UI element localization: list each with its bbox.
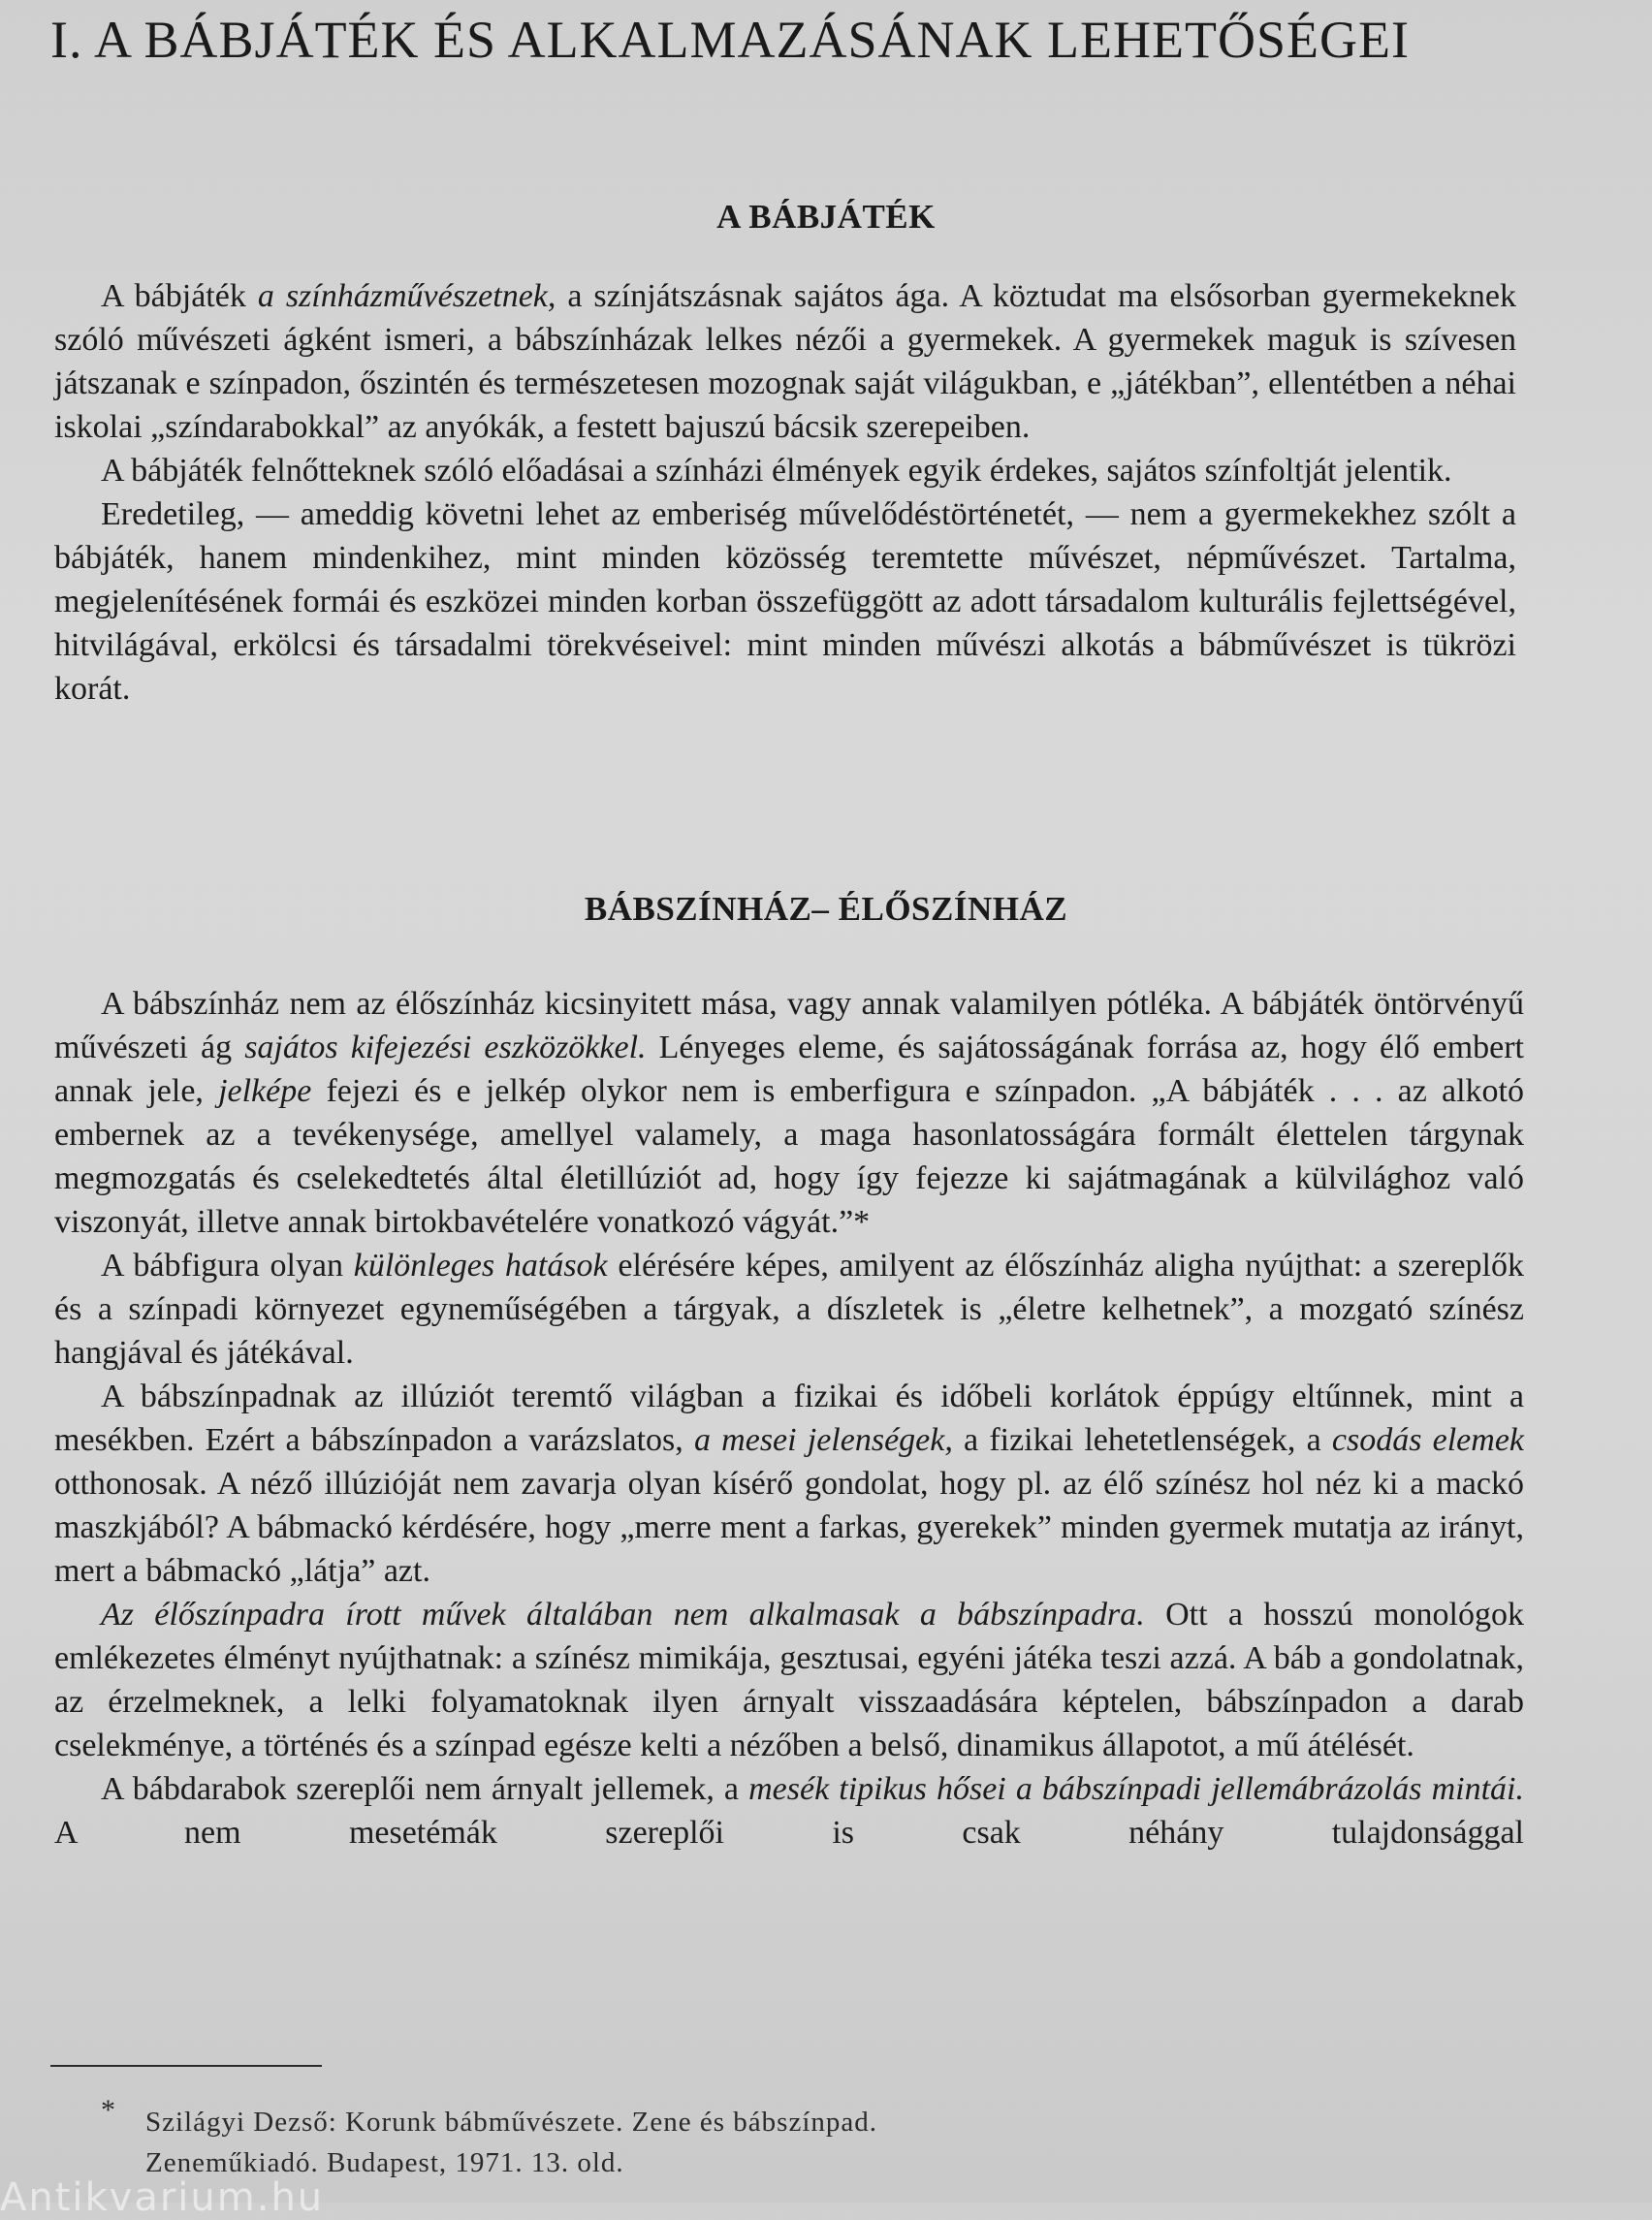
footnote-line: Szilágyi Dezső: Korunk bábművészete. Zene és bábszínpad. <box>145 2107 878 2138</box>
text-run: otthonosak. A néző illúzióját nem zavarja olyan kísérő gondolat, hogy pl. az élő színész hol néz ki a mackó maszkjából? A bábmackó kérdésére, hogy „merre ment a farkas, gyerekek” minden gyermek mutatja az irányt, mert a bábmackó „látja” azt. <box>54 1466 1524 1589</box>
italic-text: a színházművészetnek, <box>257 278 556 314</box>
watermark: Antikvarium.hu <box>0 2175 325 2220</box>
text-run: A bábdarabok szereplői nem árnyalt jellemek, a <box>101 1771 749 1807</box>
paragraph <box>54 449 1516 492</box>
section-heading-babszinhaz-eloszinhaz: BÁBSZÍNHÁZ– ÉLŐSZÍNHÁZ <box>584 890 1068 928</box>
text-run: A bábjáték <box>101 278 258 314</box>
text-run: Ott a hosszú monológok emlékezetes élményt nyújthatnak: a színész mimikája, gesztusai, egyéni játéka teszi azzá. A báb a gondolatnak, az érzelmeknek, a lelki folyamatoknak ilyen árnyalt visszaadására képtelen, bábszínpadon a darab cselekménye, a történés és a színpad egésze kelti a nézőben a belső, dinamikus állapotot, a mű átélését. <box>54 1597 1525 1763</box>
paragraph <box>54 982 1524 1244</box>
italic-text: különleges hatások <box>353 1248 608 1284</box>
text-run: A bábszínpadnak az illúziót teremtő világban a fizikai és időbeli korlátok éppúgy eltűnnek, mint a mesékben. Ezért a bábszínpadon a varázslatos, <box>54 1379 1524 1458</box>
section-body-babszinhaz-eloszinhaz <box>54 982 1524 1855</box>
chapter-title: I. A BÁBJÁTÉK ÉS ALKALMAZÁSÁNAK LEHETŐSÉGEI <box>50 11 1410 69</box>
italic-text: a mesei jelenségek, <box>693 1422 953 1458</box>
text-run: Lényeges eleme, és sajátosságának forrása az, hogy élő embert annak jele, <box>54 1030 1525 1109</box>
text-run: a fizikai lehetetlenségek, a <box>952 1422 1332 1458</box>
paragraph <box>54 1767 1524 1855</box>
text-run: a színjátszásnak sajátos ága. A köztudat ma elsősorban gyermekeknek szóló művészeti ágként ismeri, a bábszínházak lelkes nézői a gyermekek. A gyermekek maguk is szívesen játszanak e színpadon, őszintén és természetesen mozognak saját világukban, e „játékban”, ellentétben a néhai iskolai „színdarabokkal” az anyókák, a festett bajuszú bácsik szerepeiben. <box>54 278 1517 445</box>
italic-text: sajátos kifejezési eszközökkel. <box>244 1030 647 1065</box>
footnote-line: Zeneműkiadó. Budapest, 1971. 13. old. <box>145 2147 624 2178</box>
italic-text: jelképe <box>218 1073 312 1109</box>
paragraph <box>54 1375 1524 1593</box>
footnote <box>145 2102 1212 2183</box>
text-run: Eredetileg, — ameddig követni lehet az emberiség művelődéstörténetét, — nem a gyermekekhez szólt a bábjáték, hanem mindenkihez, mint minden közösség teremtette művészet, népművészet. Tartalma, megjelenítésének formái és eszközei minden korban összefüggött az adott társadalom kulturális fejlettségével, hitvilágával, erkölcsi és társadalmi törekvéseivel: mint minden művészi alkotás a bábművészet is tükrözi korát. <box>54 496 1516 707</box>
text-run: A bábjáték felnőtteknek szóló előadásai a színházi élmények egyik érdekes, sajátos színfoltját jelentik. <box>101 453 1452 489</box>
footnote-mark: * <box>101 2094 115 2126</box>
paragraph <box>54 1244 1524 1375</box>
italic-text: csodás elemek <box>1331 1422 1524 1458</box>
italic-text: mesék tipikus hősei a bábszínpadi jellemábrázolás mintái. <box>748 1771 1525 1807</box>
text-run: A bábfigura olyan <box>101 1248 354 1284</box>
text-run: A nem mesetémák szereplői is csak néhány tulajdonsággal <box>54 1815 1524 1851</box>
italic-text: Az élőszínpadra írott művek általában nem alkalmasak a bábszínpadra. <box>101 1597 1145 1633</box>
text-run: A bábszínház nem az élőszínház kicsinyitett mása, vagy annak valamilyen pótléka. A bábjáték öntörvényű művészeti ág <box>54 986 1524 1065</box>
text-run: fejezi és e jelkép olykor nem is emberfigura e színpadon. „A bábjáték . . . az alkotó embernek az a tevékenysége, amellyel valamely, a maga hasonlatosságára formált élettelen tárgynak megmozgatás és cselekedtetés által életillúziót ad, hogy így fejezze ki sajátmagának a külvilághoz való viszonyát, illetve annak birtokbavételére vonatkozó vágyát.”* <box>54 1073 1524 1240</box>
paragraph <box>54 1593 1524 1767</box>
paragraph <box>54 274 1516 449</box>
paragraph <box>54 492 1516 711</box>
text-run: elérésére képes, amilyent az élőszínház aligha nyújthat: a szereplők és a színpadi környezet egyneműségében a tárgyak, a díszletek is „életre kelhetnek”, a mozgató színész hangjával és játékával. <box>54 1248 1525 1371</box>
footnote-divider <box>50 2065 322 2067</box>
section-body-babjatek <box>54 274 1516 711</box>
section-heading-babjatek: A BÁBJÁTÉK <box>716 198 936 236</box>
